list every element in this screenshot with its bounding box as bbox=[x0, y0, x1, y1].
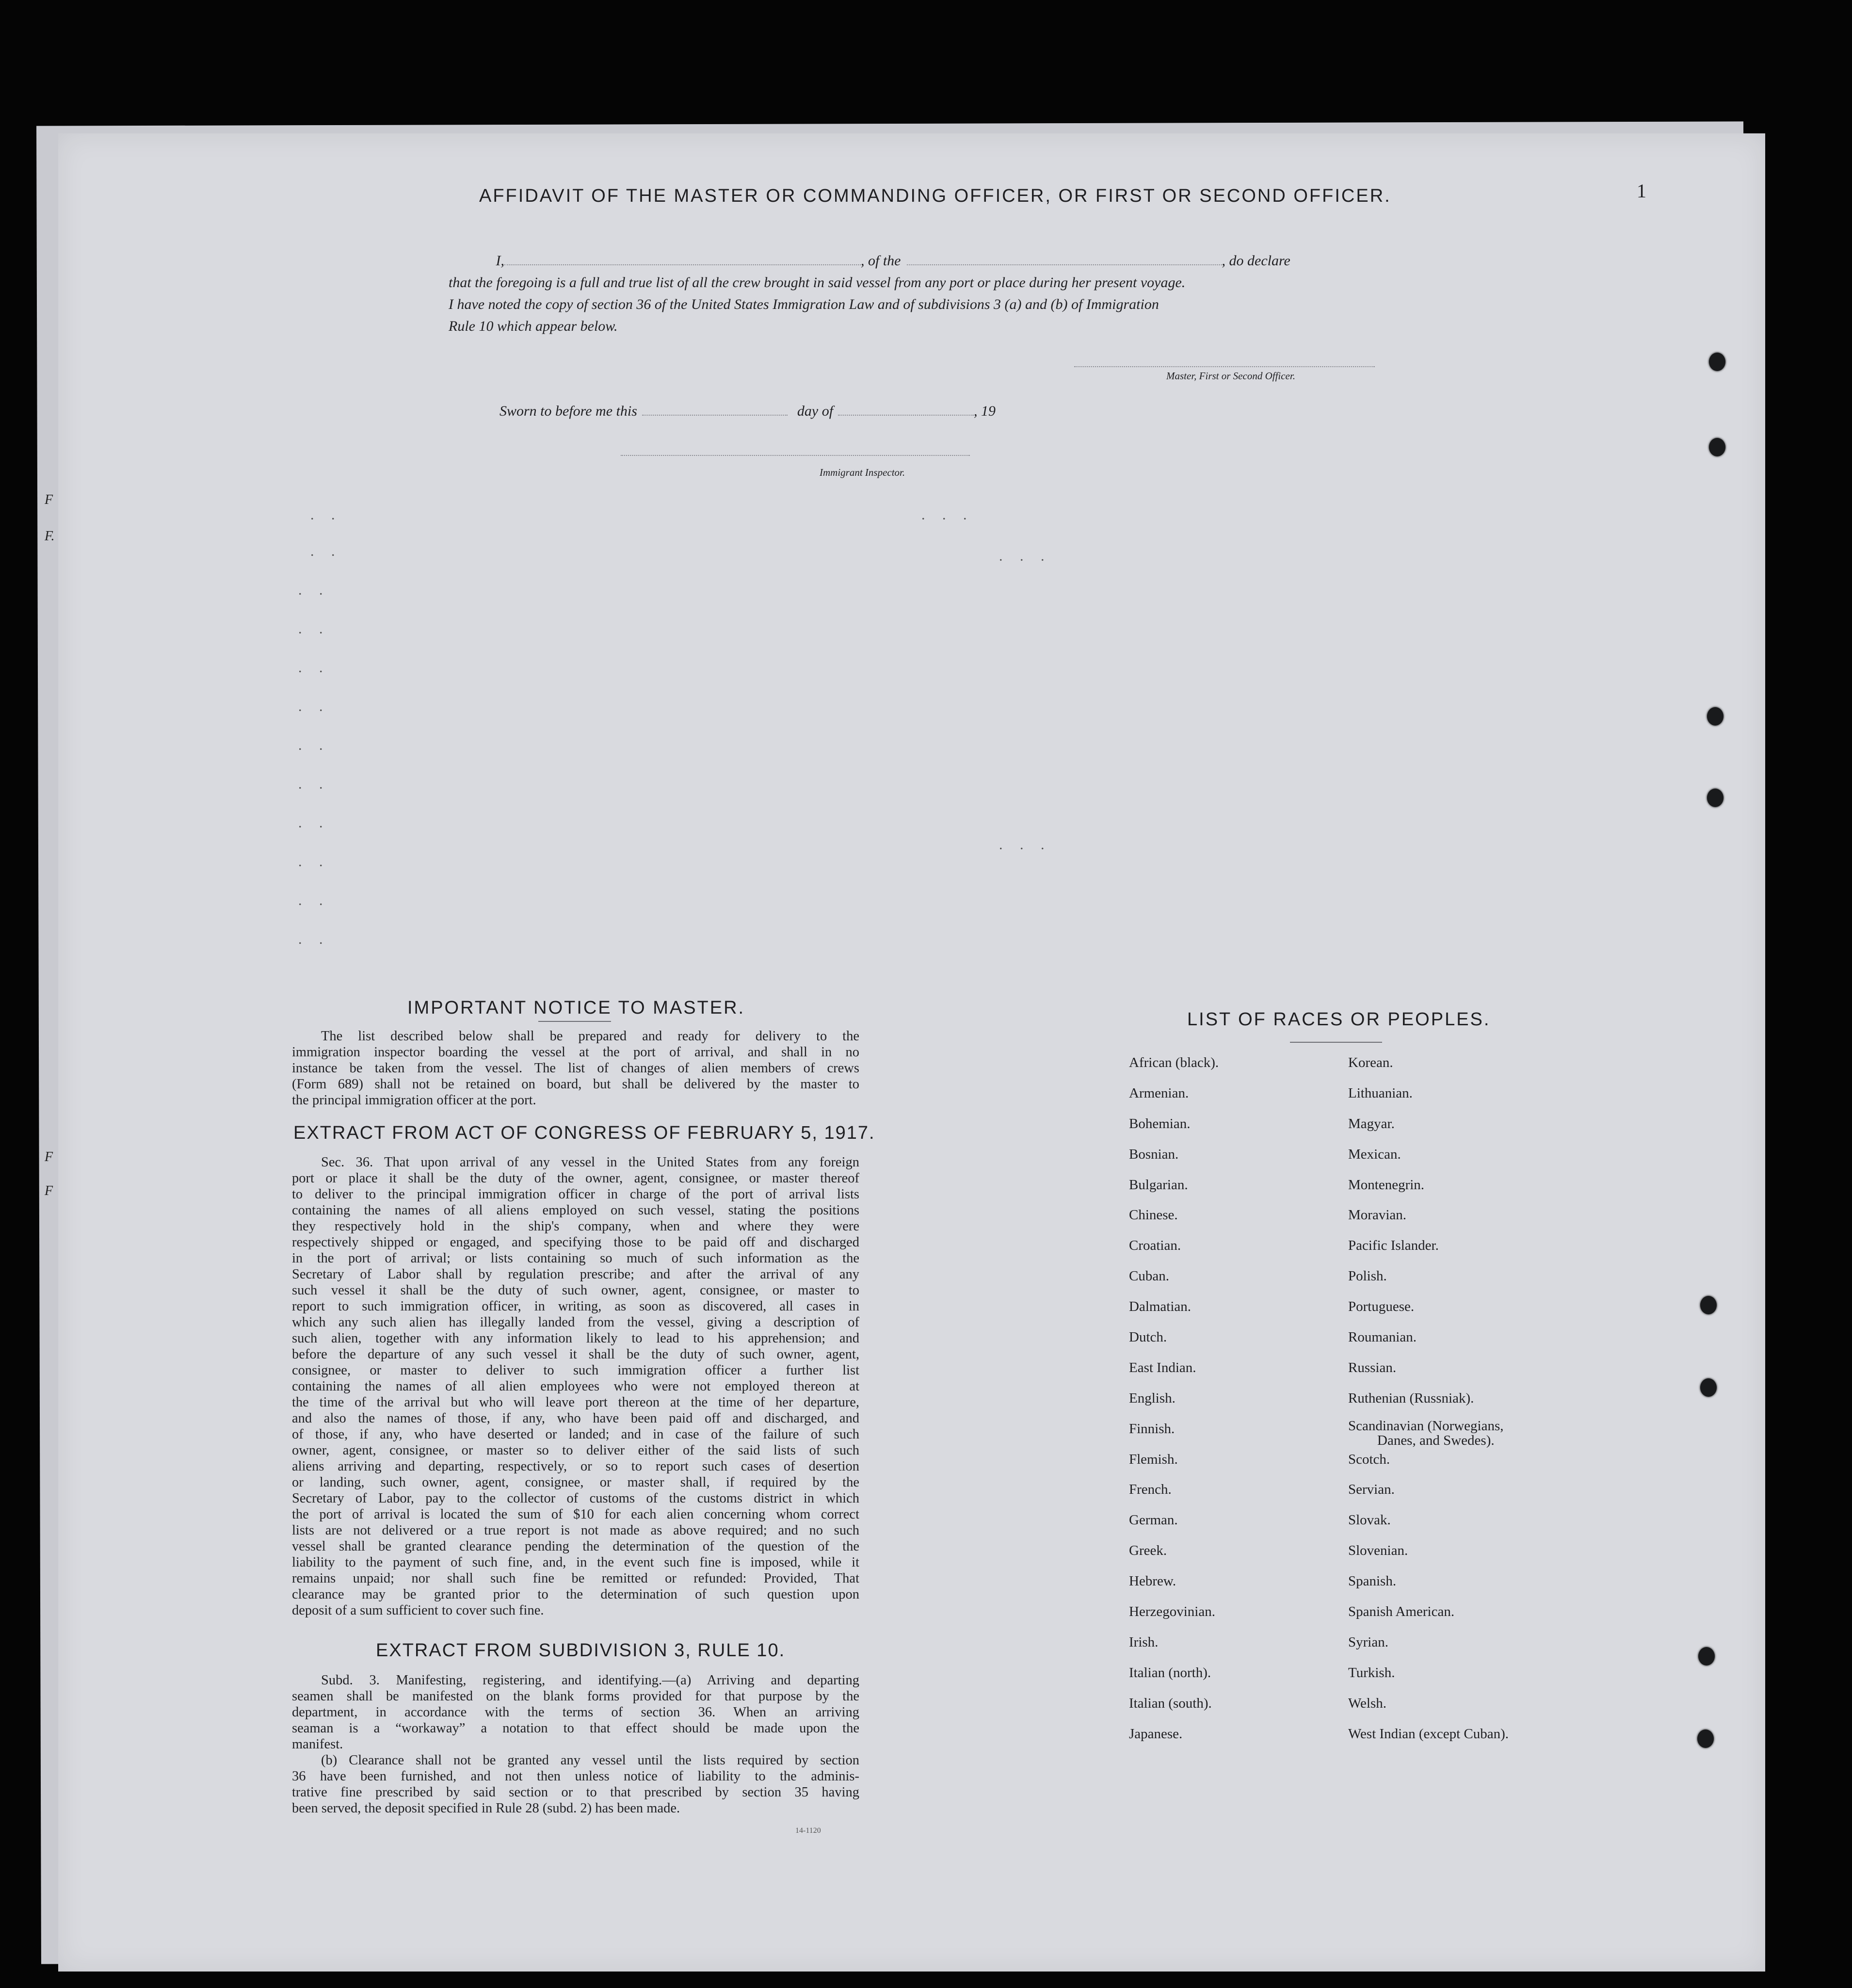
race-label: Greek. bbox=[1129, 1543, 1167, 1559]
race-label: Portuguese. bbox=[1348, 1299, 1415, 1315]
race-label: Moravian. bbox=[1348, 1207, 1406, 1223]
race-label: Japanese. bbox=[1129, 1726, 1183, 1742]
text-line: the principal immigration officer at the port. bbox=[292, 1093, 536, 1108]
race-label: Bohemian. bbox=[1129, 1115, 1191, 1131]
affidavit-of-the: , of the bbox=[861, 253, 901, 269]
affidavit-line4: Rule 10 which appear below. bbox=[449, 318, 618, 334]
text-line: been served, the deposit specified in Rule 28 (subd. 2) has been made. bbox=[292, 1801, 680, 1816]
races-left-column bbox=[1129, 1052, 1219, 1754]
race-item bbox=[1348, 1571, 1509, 1601]
race-item bbox=[1129, 1449, 1219, 1480]
bleed-dots: . . . bbox=[999, 837, 1051, 853]
race-label: Pacific Islander. bbox=[1348, 1238, 1439, 1254]
race-label: Italian (south). bbox=[1129, 1695, 1212, 1711]
race-item bbox=[1129, 1296, 1219, 1327]
race-label: English. bbox=[1129, 1390, 1176, 1406]
race-label: Armenian. bbox=[1129, 1085, 1189, 1101]
text-line: immigration inspector boarding the vessel at the port of arrival, and shall in no bbox=[292, 1045, 859, 1060]
corner-mark: 1 bbox=[1637, 180, 1646, 202]
race-item bbox=[1129, 1358, 1219, 1388]
race-label: Russian. bbox=[1348, 1359, 1397, 1375]
text-line: Subd. 3. Manifesting, registering, and identifying.—(a) Arriving and departing bbox=[321, 1673, 859, 1688]
affidavit-declare: , do declare bbox=[1222, 253, 1290, 269]
bleed-dots: . . bbox=[298, 698, 330, 714]
punch-hole bbox=[1700, 1296, 1717, 1314]
bleed-dots: . . bbox=[298, 815, 330, 831]
text-line: such alien, together with any information likely to lead to his apprehension; and bbox=[292, 1331, 859, 1346]
text-line: vessel shall be granted clearance pending the determination of the question of the bbox=[292, 1539, 859, 1554]
race-item bbox=[1348, 1052, 1509, 1083]
race-label: German. bbox=[1129, 1512, 1178, 1528]
text-line: the port of arrival is located the sum of $10 for each alien concerning whom correct bbox=[292, 1507, 859, 1522]
race-item bbox=[1129, 1205, 1219, 1235]
vessel-blank[interactable] bbox=[907, 264, 1222, 265]
punch-hole bbox=[1700, 1378, 1717, 1397]
text-line: and also the names of those, if any, who have been paid off and discharged, and bbox=[292, 1411, 859, 1426]
race-label: Turkish. bbox=[1348, 1665, 1395, 1681]
race-label: Mexican. bbox=[1348, 1146, 1401, 1162]
edge-mark: F bbox=[45, 492, 53, 507]
text-line: lists are not delivered or a true report is not made as above required; and no such bbox=[292, 1523, 859, 1538]
bleed-dots: . . . bbox=[999, 548, 1051, 564]
year-label: , 19 bbox=[974, 403, 996, 419]
race-label: Spanish American. bbox=[1348, 1604, 1455, 1620]
race-item bbox=[1129, 1693, 1219, 1724]
race-label: Dalmatian. bbox=[1129, 1299, 1192, 1315]
race-label: Roumanian. bbox=[1348, 1329, 1417, 1345]
race-item bbox=[1348, 1296, 1509, 1327]
race-item bbox=[1348, 1540, 1509, 1571]
text-line: manifest. bbox=[292, 1737, 343, 1752]
text-line: 36 have been furnished, and not then unless notice of liability to the adminis- bbox=[292, 1769, 859, 1784]
text-line: respectively shipped or engaged, and specifying those to be paid off and discharged bbox=[292, 1235, 859, 1250]
text-line: consignee, or master to deliver to such immigration officer a further list bbox=[292, 1363, 859, 1378]
text-line: such vessel it shall be the duty of such owner, agent, consignee, or master to bbox=[292, 1283, 859, 1298]
race-item bbox=[1348, 1479, 1509, 1510]
text-line: deposit of a sum sufficient to cover such fine. bbox=[292, 1603, 544, 1618]
bleed-dots: . . bbox=[310, 507, 342, 523]
text-line: department, in accordance with the terms of section 36. When an arriving bbox=[292, 1705, 859, 1720]
race-label: Syrian. bbox=[1348, 1634, 1388, 1650]
race-item bbox=[1129, 1266, 1219, 1296]
race-label: Lithuanian. bbox=[1348, 1085, 1413, 1101]
act-extract-title: EXTRACT FROM ACT OF CONGRESS OF FEBRUARY 5, 1917. bbox=[293, 1123, 875, 1143]
race-item bbox=[1129, 1052, 1219, 1083]
race-label: Herzegovinian. bbox=[1129, 1604, 1215, 1620]
race-label: Irish. bbox=[1129, 1634, 1159, 1650]
race-label: Italian (north). bbox=[1129, 1665, 1211, 1681]
inspector-signature-line[interactable] bbox=[621, 455, 970, 456]
affidavit-line1 bbox=[449, 250, 1399, 272]
race-label: Finnish. bbox=[1129, 1421, 1175, 1437]
bleed-dots: . . bbox=[310, 543, 342, 559]
race-item bbox=[1348, 1205, 1509, 1235]
text-line: aliens arriving and departing, respectively, or so to report such cases of desertion bbox=[292, 1459, 859, 1474]
text-line: The list described below shall be prepared and ready for delivery to the bbox=[321, 1029, 859, 1044]
race-label: Magyar. bbox=[1348, 1115, 1395, 1131]
sworn-line bbox=[499, 400, 996, 422]
race-item bbox=[1129, 1327, 1219, 1358]
race-item bbox=[1129, 1144, 1219, 1175]
race-item bbox=[1129, 1479, 1219, 1510]
race-item bbox=[1129, 1663, 1219, 1693]
text-line: they respectively hold in the ship's company, when and where they were bbox=[292, 1219, 859, 1234]
text-line: seaman is a “workaway” a notation to that effect should be made upon the bbox=[292, 1721, 859, 1736]
form-number: 14-1120 bbox=[795, 1826, 821, 1835]
text-line: the time of the arrival but who will leave port thereon at the time of her departure, bbox=[292, 1395, 859, 1410]
race-item bbox=[1129, 1510, 1219, 1540]
bleed-dots: . . bbox=[298, 582, 330, 598]
edge-mark: F bbox=[45, 1149, 53, 1164]
inspector-caption: Immigrant Inspector. bbox=[820, 467, 905, 478]
affidavit-title: AFFIDAVIT OF THE MASTER OR COMMANDING OFFICER, OR FIRST OR SECOND OFFICER. bbox=[479, 186, 1391, 206]
punch-hole bbox=[1709, 438, 1725, 456]
sworn-month-blank[interactable] bbox=[838, 415, 974, 416]
text-line: Secretary of Labor, pay to the collector of customs of the customs district in which bbox=[292, 1491, 859, 1506]
text-line: containing the names of all aliens employed on such vessel, stating the positions bbox=[292, 1203, 859, 1218]
race-item bbox=[1129, 1419, 1219, 1449]
race-item bbox=[1348, 1266, 1509, 1296]
bleed-dots: . . bbox=[298, 737, 330, 753]
edge-mark: F. bbox=[45, 529, 55, 544]
race-label: Slovak. bbox=[1348, 1512, 1391, 1528]
bleed-dots: . . bbox=[298, 660, 330, 676]
race-label: Scotch. bbox=[1348, 1451, 1390, 1467]
sworn-before-label: Sworn to before me this bbox=[499, 403, 637, 419]
race-label: Flemish. bbox=[1129, 1451, 1178, 1467]
race-item bbox=[1348, 1632, 1509, 1663]
punch-hole bbox=[1707, 789, 1723, 807]
bleed-dots: . . bbox=[298, 892, 330, 908]
rule-extract-title: EXTRACT FROM SUBDIVISION 3, RULE 10. bbox=[376, 1640, 786, 1661]
text-line: before the departure of any such vessel it shall be the duty of such owner, agent, bbox=[292, 1347, 859, 1362]
race-label: Montenegrin. bbox=[1348, 1177, 1425, 1193]
rule-extract-body bbox=[292, 1672, 859, 1816]
race-label-continuation: Danes, and Swedes). bbox=[1377, 1432, 1495, 1448]
text-line: which any such alien has illegally landed from the vessel, giving a description of bbox=[292, 1315, 859, 1330]
text-line: containing the names of all alien employees who were not employed thereon at bbox=[292, 1379, 859, 1394]
text-line: report to such immigration officer, in writing, as soon as discovered, all cases in bbox=[292, 1299, 859, 1314]
text-line: port or place it shall be the duty of the owner, agent, consignee, or master thereof bbox=[292, 1171, 859, 1186]
text-line: in the port of arrival; or lists containing so much of such information as the bbox=[292, 1251, 859, 1266]
bleed-dots: . . bbox=[298, 854, 330, 870]
text-line: seamen shall be manifested on the blank forms provided for that purpose by the bbox=[292, 1689, 859, 1704]
race-label: Welsh. bbox=[1348, 1695, 1387, 1711]
race-label: East Indian. bbox=[1129, 1359, 1196, 1375]
race-item bbox=[1348, 1449, 1509, 1480]
text-line: owner, agent, consignee, or master so to deliver either of the said lists of such bbox=[292, 1443, 859, 1458]
race-label: Croatian. bbox=[1129, 1238, 1181, 1254]
race-item bbox=[1129, 1175, 1219, 1205]
text-line: Secretary of Labor shall by regulation prescribe; and after the arrival of any bbox=[292, 1267, 859, 1282]
punch-hole bbox=[1697, 1729, 1714, 1748]
race-item bbox=[1348, 1663, 1509, 1693]
race-item bbox=[1348, 1144, 1509, 1175]
races-title: LIST OF RACES OR PEOPLES. bbox=[1187, 1009, 1491, 1030]
race-item bbox=[1129, 1114, 1219, 1144]
race-item bbox=[1129, 1601, 1219, 1632]
punch-hole bbox=[1707, 707, 1723, 726]
race-item bbox=[1348, 1388, 1509, 1419]
text-line: clearance may be granted prior to the determination of such question upon bbox=[292, 1587, 859, 1602]
race-label: Bosnian. bbox=[1129, 1146, 1179, 1162]
race-label: Chinese. bbox=[1129, 1207, 1178, 1223]
race-item bbox=[1129, 1540, 1219, 1571]
text-line: trative fine prescribed by said section or to that prescribed by section 35 having bbox=[292, 1785, 859, 1800]
race-item bbox=[1348, 1601, 1509, 1632]
race-item bbox=[1129, 1571, 1219, 1601]
bleed-dots: . . bbox=[298, 621, 330, 637]
race-item bbox=[1129, 1632, 1219, 1663]
text-line: to deliver to the principal immigration officer in charge of the port of arrival lists bbox=[292, 1187, 859, 1202]
affidavit-line3: I have noted the copy of section 36 of the United States Immigration Law and of subdivisions 3 (a) and (b) of Immigration bbox=[449, 296, 1159, 312]
act-extract-body bbox=[292, 1154, 859, 1618]
race-item bbox=[1129, 1388, 1219, 1419]
text-line: liability to the payment of such fine, and, in the event such fine is imposed, while it bbox=[292, 1555, 859, 1570]
race-label: West Indian (except Cuban). bbox=[1348, 1726, 1509, 1742]
race-label: Cuban. bbox=[1129, 1268, 1169, 1284]
race-label: Bulgarian. bbox=[1129, 1177, 1188, 1193]
edge-mark: F bbox=[45, 1183, 53, 1198]
day-of-label: day of bbox=[797, 403, 834, 419]
race-label: Korean. bbox=[1348, 1055, 1393, 1070]
race-item bbox=[1348, 1510, 1509, 1540]
race-item bbox=[1348, 1327, 1509, 1358]
race-label: Spanish. bbox=[1348, 1573, 1397, 1589]
race-label: Dutch. bbox=[1129, 1329, 1167, 1345]
race-item bbox=[1348, 1235, 1509, 1266]
notice-body bbox=[292, 1028, 859, 1108]
text-line: (b) Clearance shall not be granted any vessel until the lists required by section bbox=[321, 1753, 859, 1768]
name-blank[interactable] bbox=[504, 264, 861, 265]
bleed-dots: . . bbox=[298, 776, 330, 792]
race-label: African (black). bbox=[1129, 1055, 1219, 1070]
punch-hole bbox=[1698, 1647, 1715, 1665]
affidavit-line2: that the foregoing is a full and true list of all the crew brought in said vessel from any port or place during her present voyage. bbox=[449, 275, 1186, 291]
sworn-day-blank[interactable] bbox=[642, 415, 788, 416]
text-line: instance be taken from the vessel. The list of changes of alien members of crews bbox=[292, 1061, 859, 1076]
text-line: remains unpaid; nor shall such fine be remitted or refunded: Provided, That bbox=[292, 1571, 859, 1586]
notice-title-rule bbox=[538, 1021, 611, 1022]
punch-hole bbox=[1709, 353, 1725, 371]
race-item bbox=[1348, 1175, 1509, 1205]
text-line: (Form 689) shall not be retained on board, but shall be delivered by the master to bbox=[292, 1077, 859, 1092]
text-line: of those, if any, who have deserted or landed; and in case of the failure of such bbox=[292, 1427, 859, 1442]
text-line: or landing, such owner, agent, consignee, or master shall, if required by the bbox=[292, 1475, 859, 1490]
race-item bbox=[1348, 1083, 1509, 1114]
race-item bbox=[1348, 1724, 1509, 1754]
race-label: Servian. bbox=[1348, 1482, 1395, 1498]
race-item bbox=[1129, 1724, 1219, 1754]
race-item bbox=[1129, 1235, 1219, 1266]
race-item bbox=[1348, 1358, 1509, 1388]
race-item bbox=[1129, 1083, 1219, 1114]
master-caption: Master, First or Second Officer. bbox=[1166, 370, 1295, 382]
race-item bbox=[1348, 1693, 1509, 1724]
bleed-dots: . . . bbox=[921, 507, 974, 523]
text-line: Sec. 36. That upon arrival of any vessel in the United States from any foreign bbox=[321, 1155, 859, 1170]
affidavit-i: I, bbox=[496, 253, 504, 269]
races-title-rule bbox=[1290, 1042, 1382, 1043]
race-label: Polish. bbox=[1348, 1268, 1387, 1284]
race-label: Slovenian. bbox=[1348, 1543, 1408, 1559]
race-item bbox=[1348, 1114, 1509, 1144]
notice-title: IMPORTANT NOTICE TO MASTER. bbox=[407, 998, 745, 1018]
races-right-column bbox=[1348, 1052, 1509, 1754]
bleed-dots: . . bbox=[298, 931, 330, 947]
master-signature-line[interactable] bbox=[1074, 366, 1375, 367]
race-label: French. bbox=[1129, 1482, 1172, 1498]
race-label: Scandinavian (Norwegians, bbox=[1348, 1418, 1504, 1434]
race-label: Hebrew. bbox=[1129, 1573, 1176, 1589]
race-label: Ruthenian (Russniak). bbox=[1348, 1390, 1474, 1406]
race-item bbox=[1348, 1419, 1509, 1449]
